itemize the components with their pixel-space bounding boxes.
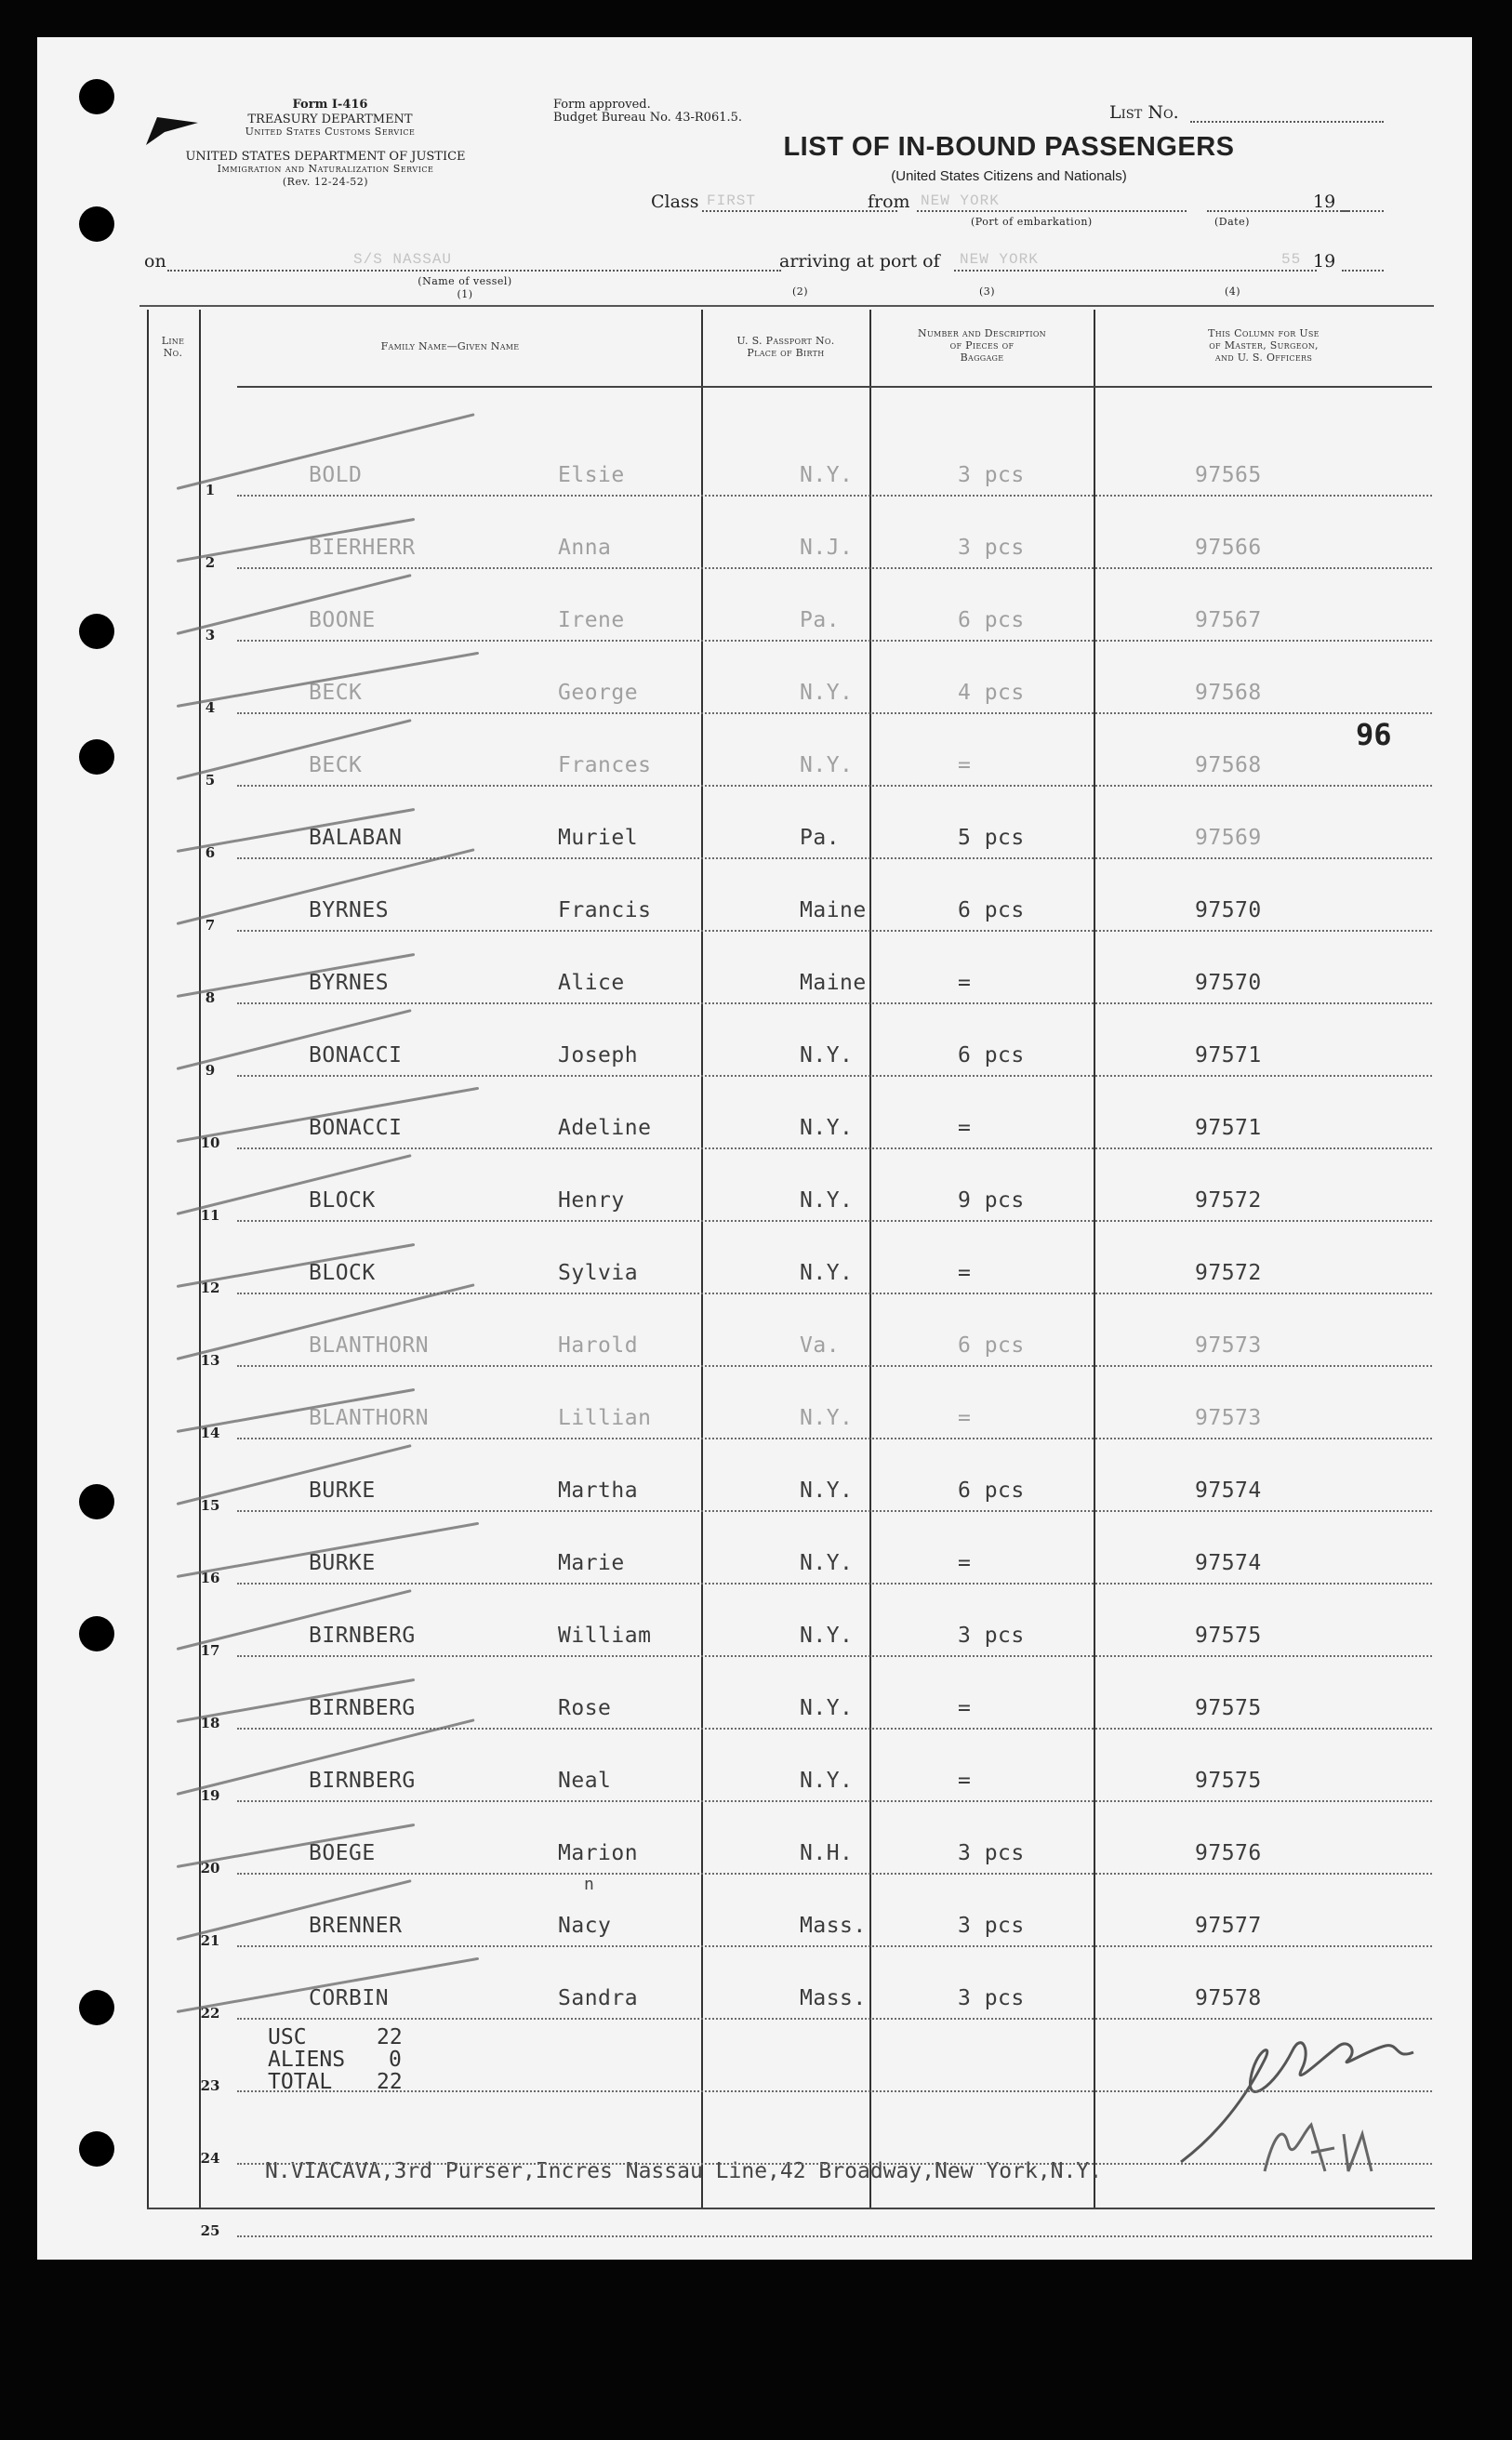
- family-name: BYRNES: [309, 971, 390, 995]
- punch-hole: [79, 1616, 114, 1651]
- officer-number: 97571: [1195, 1043, 1262, 1068]
- from-field: [917, 210, 1187, 212]
- place-of-birth: N.Y.: [800, 1261, 854, 1285]
- line-number: 14: [200, 1425, 220, 1441]
- name-correction-superscript: n: [584, 1875, 594, 1894]
- officer-number: 97575: [1195, 1696, 1262, 1720]
- row-rule: [237, 712, 1432, 714]
- line-number: 21: [200, 1932, 220, 1949]
- given-name: Frances: [558, 753, 652, 777]
- officer-number: 97576: [1195, 1841, 1262, 1865]
- table-top-rule: [139, 305, 1434, 307]
- place-of-birth: N.Y.: [800, 681, 854, 705]
- col-number-4: (4): [1225, 285, 1241, 298]
- line-number: 16: [200, 1570, 220, 1586]
- place-of-birth: Pa.: [800, 826, 841, 850]
- place-of-birth: Pa.: [800, 608, 841, 632]
- list-no-field: [1190, 121, 1384, 123]
- row-rule: [237, 1655, 1432, 1657]
- manifest-page: [37, 37, 1472, 2260]
- punch-hole: [79, 79, 114, 114]
- arriving-field: [954, 270, 1317, 272]
- header-underline: [237, 386, 1432, 388]
- officer-number: 97568: [1195, 681, 1262, 705]
- row-rule: [237, 1220, 1432, 1222]
- family-name: BECK: [309, 681, 363, 705]
- given-name: Irene: [558, 608, 625, 632]
- line-number: 17: [200, 1642, 220, 1659]
- officer-number: 97573: [1195, 1333, 1262, 1358]
- line-number: 13: [200, 1352, 220, 1369]
- place-of-birth: Mass.: [800, 1986, 867, 2010]
- family-name: CORBIN: [309, 1986, 390, 2010]
- punch-hole: [79, 2131, 114, 2167]
- class-value: FIRST: [707, 192, 757, 209]
- family-name: BOEGE: [309, 1841, 376, 1865]
- row-rule: [237, 1800, 1432, 1802]
- given-name: Martha: [558, 1479, 639, 1503]
- family-name: BONACCI: [309, 1043, 403, 1068]
- officer-number: 97578: [1195, 1986, 1262, 2010]
- officer-number: 97568: [1195, 753, 1262, 777]
- line-number: 8: [205, 989, 216, 1006]
- flag-pennant-icon: [144, 113, 202, 147]
- given-name: Muriel: [558, 826, 639, 850]
- baggage-count: 6 pcs: [958, 1479, 1025, 1503]
- baggage-count: 6 pcs: [958, 1333, 1025, 1358]
- list-no-label: List No.: [1109, 102, 1179, 123]
- given-name: Harold: [558, 1333, 639, 1358]
- given-name: Joseph: [558, 1043, 639, 1068]
- row-rule: [237, 2235, 1432, 2237]
- usc-label: USC: [268, 2025, 307, 2049]
- given-name: George: [558, 681, 639, 705]
- baggage-count: =: [958, 1406, 972, 1430]
- place-of-birth: Maine: [800, 898, 867, 922]
- officer-number: 97575: [1195, 1769, 1262, 1793]
- place-of-birth: N.J.: [800, 536, 854, 560]
- line-number: 2: [205, 554, 216, 571]
- baggage-count: 6 pcs: [958, 608, 1025, 632]
- officer-number: 97569: [1195, 826, 1262, 850]
- baggage-count: 3 pcs: [958, 536, 1025, 560]
- place-of-birth: Mass.: [800, 1914, 867, 1938]
- place-of-birth: N.Y.: [800, 1188, 854, 1213]
- immigration-service: Immigration and Naturalization Service: [217, 163, 434, 175]
- punch-hole: [79, 1484, 114, 1519]
- line-no-divider: [199, 310, 201, 2208]
- family-name: BLOCK: [309, 1188, 376, 1213]
- officer-number: 97566: [1195, 536, 1262, 560]
- family-name: BLANTHORN: [309, 1333, 430, 1358]
- date-caption: (Date): [1214, 216, 1250, 228]
- officer-number: 97567: [1195, 608, 1262, 632]
- row-rule: [237, 1002, 1432, 1004]
- given-name: Elsie: [558, 463, 625, 487]
- from-label: from: [868, 192, 910, 212]
- col-number-1: (1): [457, 288, 473, 300]
- budget-bureau: Budget Bureau No. 43-R061.5.: [553, 111, 743, 125]
- purser-line: N.VIACAVA,3rd Purser,Incres Nassau Line,42 Broadway,New York,N.Y.: [265, 2159, 1103, 2183]
- given-name: Henry: [558, 1188, 625, 1213]
- place-of-birth: Va.: [800, 1333, 841, 1358]
- form-number: Form I-416: [292, 98, 368, 112]
- officer-number: 97570: [1195, 898, 1262, 922]
- family-name: BIERHERR: [309, 536, 416, 560]
- aliens-label: ALIENS: [268, 2048, 346, 2072]
- place-of-birth: Maine: [800, 971, 867, 995]
- line-number: 18: [200, 1715, 220, 1731]
- line-number: 1: [205, 482, 216, 498]
- check-mark-stroke: [177, 1154, 412, 1215]
- family-name: BONACCI: [309, 1116, 403, 1140]
- family-name: BURKE: [309, 1479, 376, 1503]
- given-name: Sylvia: [558, 1261, 639, 1285]
- given-name: Marion: [558, 1841, 639, 1865]
- line-number: 25: [200, 2222, 220, 2239]
- given-name: Rose: [558, 1696, 612, 1720]
- baggage-count: =: [958, 1696, 972, 1720]
- line-number: 20: [200, 1860, 220, 1876]
- year-field: [1342, 210, 1384, 212]
- place-of-birth: N.Y.: [800, 1116, 854, 1140]
- given-name: Francis: [558, 898, 652, 922]
- officer-number: 97575: [1195, 1624, 1262, 1648]
- row-rule: [237, 1510, 1432, 1512]
- class-label: Class: [651, 192, 699, 212]
- punch-hole: [79, 614, 114, 649]
- officer-number: 97572: [1195, 1188, 1262, 1213]
- baggage-count: =: [958, 971, 972, 995]
- page-subtitle: (United States Citizens and Nationals): [891, 168, 1127, 184]
- family-name: BRENNER: [309, 1914, 403, 1938]
- line-number: 5: [205, 772, 216, 789]
- family-name: BECK: [309, 753, 363, 777]
- customs-service: United States Customs Service: [245, 126, 416, 138]
- place-of-birth: N.Y.: [800, 1769, 854, 1793]
- baggage-count: 9 pcs: [958, 1188, 1025, 1213]
- officer-number: 97565: [1195, 463, 1262, 487]
- check-mark-stroke: [177, 1444, 412, 1505]
- punch-hole: [79, 206, 114, 242]
- check-mark-stroke: [177, 574, 412, 635]
- total-label: TOTAL: [268, 2070, 333, 2094]
- place-of-birth: N.Y.: [800, 1551, 854, 1575]
- passport-divider: [869, 310, 871, 2208]
- arriving-label: arriving at port of: [779, 251, 940, 272]
- baggage-count: =: [958, 1769, 972, 1793]
- check-mark-stroke: [177, 1823, 416, 1868]
- baggage-count: 6 pcs: [958, 898, 1025, 922]
- line-number: 7: [205, 917, 216, 934]
- place-of-birth: N.Y.: [800, 1624, 854, 1648]
- col-officers: This Column for Use of Master, Surgeon, and U. S. Officers: [1208, 327, 1320, 364]
- family-name: BLANTHORN: [309, 1406, 430, 1430]
- aliens-value: 0: [389, 2048, 402, 2072]
- vessel-field: [167, 270, 781, 272]
- line-number: 9: [205, 1062, 216, 1079]
- row-rule: [237, 930, 1432, 932]
- given-name: Adeline: [558, 1116, 652, 1140]
- place-of-birth: N.H.: [800, 1841, 854, 1865]
- col-name: Family Name—Given Name: [380, 340, 520, 352]
- on-label: on: [144, 251, 166, 272]
- row-rule: [237, 2090, 1432, 2092]
- place-of-birth: N.Y.: [800, 463, 854, 487]
- row-rule: [237, 1945, 1432, 1947]
- row-rule: [237, 1365, 1432, 1367]
- line-number: 6: [205, 844, 216, 861]
- justice-department: UNITED STATES DEPARTMENT OF JUSTICE: [185, 150, 466, 164]
- arrival-year-value: 55: [1281, 251, 1302, 268]
- from-value: NEW YORK: [921, 192, 1000, 209]
- row-rule: [237, 1147, 1432, 1149]
- given-name: Alice: [558, 971, 625, 995]
- given-name: Marie: [558, 1551, 625, 1575]
- baggage-count: 6 pcs: [958, 1043, 1025, 1068]
- family-name: BALABAN: [309, 826, 403, 850]
- line-number: 11: [200, 1207, 220, 1224]
- line-number: 23: [200, 2077, 220, 2094]
- family-name: BOLD: [309, 463, 363, 487]
- baggage-count: =: [958, 1261, 972, 1285]
- baggage-divider: [1094, 310, 1095, 2208]
- punch-hole: [79, 1990, 114, 2025]
- row-rule: [237, 2163, 1432, 2165]
- family-name: BURKE: [309, 1551, 376, 1575]
- officer-number: 97574: [1195, 1551, 1262, 1575]
- given-name: Sandra: [558, 1986, 639, 2010]
- place-of-birth: N.Y.: [800, 753, 854, 777]
- name-divider: [701, 310, 703, 2208]
- row-rule: [237, 1293, 1432, 1294]
- family-name: BLOCK: [309, 1261, 376, 1285]
- place-of-birth: N.Y.: [800, 1406, 854, 1430]
- revision-date: (Rev. 12-24-52): [282, 176, 369, 188]
- line-number: 4: [205, 699, 216, 716]
- treasury-department: TREASURY DEPARTMENT: [247, 113, 413, 126]
- vessel-caption: (Name of vessel): [418, 275, 512, 287]
- line-number: 10: [200, 1134, 220, 1151]
- family-name: BOONE: [309, 608, 376, 632]
- check-mark-stroke: [177, 719, 412, 780]
- baggage-count: =: [958, 1551, 972, 1575]
- family-name: BIRNBERG: [309, 1696, 416, 1720]
- baggage-count: 3 pcs: [958, 463, 1025, 487]
- row-rule: [237, 1873, 1432, 1875]
- col-number-3: (3): [979, 285, 996, 298]
- family-name: BYRNES: [309, 898, 390, 922]
- officer-number: 97577: [1195, 1914, 1262, 1938]
- given-name: Anna: [558, 536, 612, 560]
- given-name: Lillian: [558, 1406, 652, 1430]
- port-embarkation-caption: (Port of embarkation): [971, 216, 1093, 228]
- baggage-count: 3 pcs: [958, 1624, 1025, 1648]
- table-left-border: [147, 310, 149, 2208]
- place-of-birth: N.Y.: [800, 1043, 854, 1068]
- arriving-value: NEW YORK: [960, 251, 1039, 268]
- row-rule: [237, 785, 1432, 787]
- row-rule: [237, 1075, 1432, 1077]
- usc-value: 22: [377, 2025, 403, 2049]
- officer-signature: [1162, 1995, 1479, 2190]
- col-line-no: Line No.: [161, 335, 185, 359]
- year-field-2: [1342, 270, 1384, 272]
- family-name: BIRNBERG: [309, 1769, 416, 1793]
- line-number: 24: [200, 2150, 220, 2167]
- vessel-value: S/S NASSAU: [353, 251, 453, 268]
- baggage-count: =: [958, 1116, 972, 1140]
- officer-number: 97573: [1195, 1406, 1262, 1430]
- place-of-birth: N.Y.: [800, 1479, 854, 1503]
- total-value: 22: [377, 2070, 403, 2094]
- row-rule: [237, 1438, 1432, 1439]
- check-mark-stroke: [177, 1243, 416, 1288]
- col-baggage: Number and Description of Pieces of Baggage: [918, 327, 1046, 364]
- family-name: BIRNBERG: [309, 1624, 416, 1648]
- row-rule: [237, 857, 1432, 859]
- line-number: 19: [200, 1787, 220, 1804]
- table-bottom-rule: [147, 2208, 1435, 2209]
- given-name: Nacy: [558, 1914, 612, 1938]
- col-number-2: (2): [792, 285, 809, 298]
- given-name: William: [558, 1624, 652, 1648]
- baggage-count: 3 pcs: [958, 1914, 1025, 1938]
- baggage-count: 4 pcs: [958, 681, 1025, 705]
- year-prefix: 19: [1313, 192, 1336, 212]
- baggage-count: =: [958, 753, 972, 777]
- row-rule: [237, 1583, 1432, 1585]
- page-title: LIST OF IN-BOUND PASSENGERS: [783, 132, 1235, 162]
- baggage-count: 3 pcs: [958, 1986, 1025, 2010]
- margin-number: 96: [1356, 717, 1392, 752]
- officer-number: 97572: [1195, 1261, 1262, 1285]
- line-number: 3: [205, 627, 216, 643]
- line-number: 15: [200, 1497, 220, 1514]
- form-approved: Form approved.: [553, 98, 651, 112]
- row-rule: [237, 495, 1432, 497]
- line-number: 22: [200, 2005, 220, 2022]
- row-rule: [237, 1728, 1432, 1730]
- officer-number: 97574: [1195, 1479, 1262, 1503]
- punch-hole: [79, 739, 114, 775]
- officer-number: 97570: [1195, 971, 1262, 995]
- baggage-count: 3 pcs: [958, 1841, 1025, 1865]
- place-of-birth: N.Y.: [800, 1696, 854, 1720]
- officer-number: 97571: [1195, 1116, 1262, 1140]
- line-number: 12: [200, 1280, 220, 1296]
- year-prefix-2: 19: [1313, 251, 1336, 272]
- row-rule: [237, 567, 1432, 569]
- row-rule: [237, 640, 1432, 642]
- given-name: Neal: [558, 1769, 612, 1793]
- baggage-count: 5 pcs: [958, 826, 1025, 850]
- row-rule: [237, 2018, 1432, 2020]
- col-passport: U. S. Passport No. Place of Birth: [736, 335, 835, 359]
